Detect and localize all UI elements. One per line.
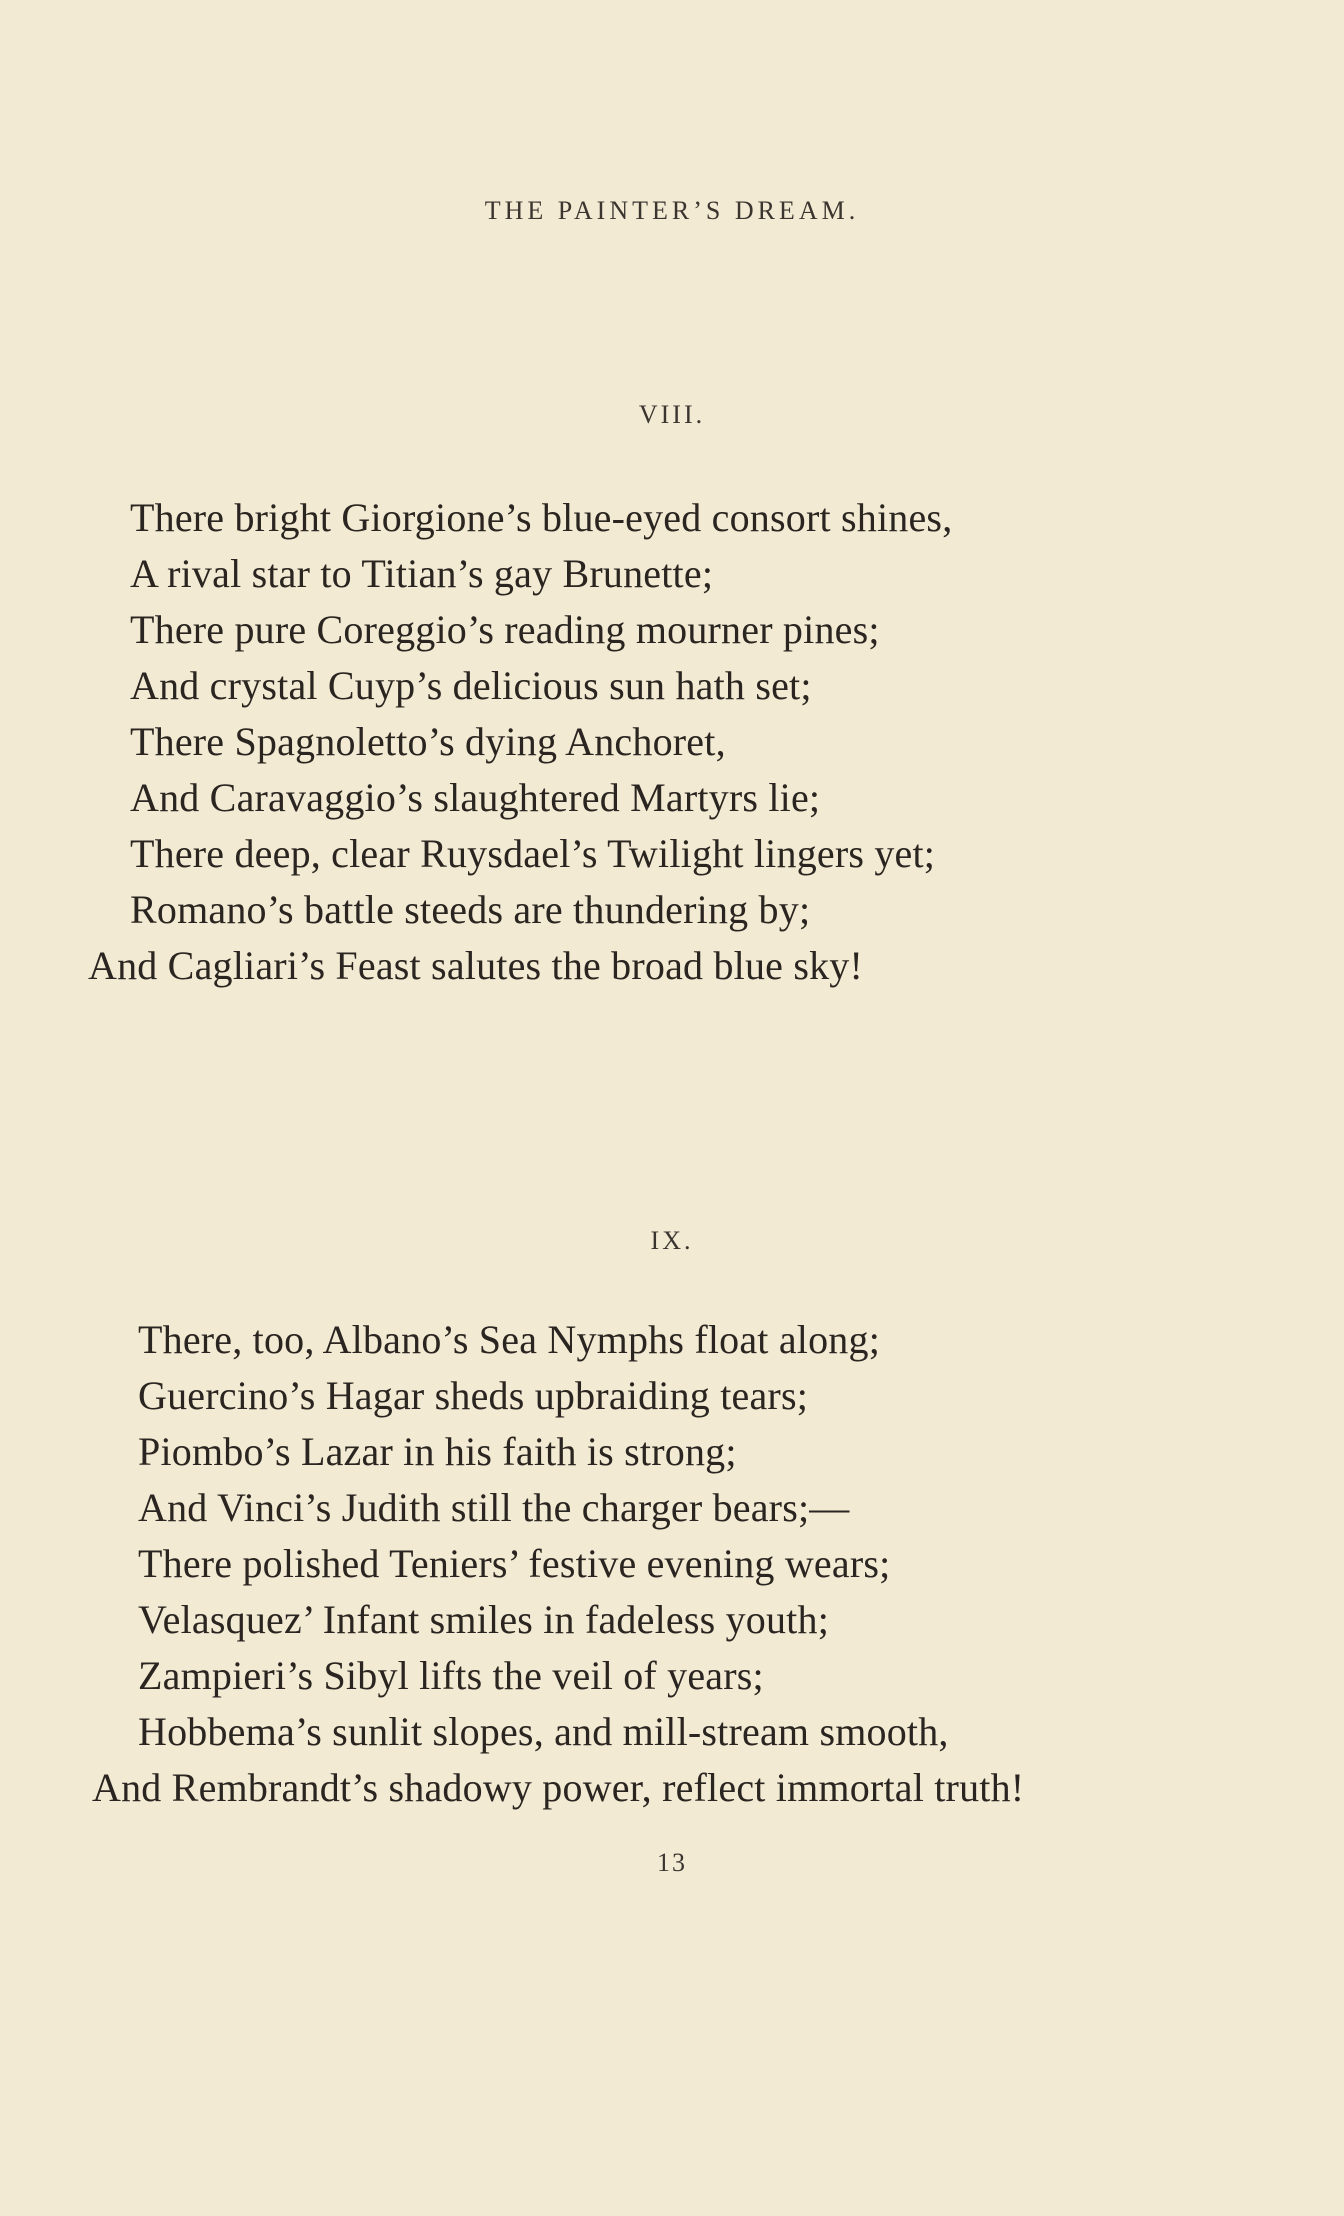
verse-line: There pure Coreggio’s reading mourner pines; bbox=[130, 607, 880, 652]
running-head: THE PAINTER’S DREAM. bbox=[484, 196, 860, 225]
verse-line: And Rembrandt’s shadowy power, reflect immortal truth! bbox=[92, 1765, 1025, 1810]
verse-line: There bright Giorgione’s blue-eyed consort shines, bbox=[130, 495, 953, 540]
page-number: 13 bbox=[657, 1848, 687, 1877]
verse-line: There Spagnoletto’s dying Anchoret, bbox=[130, 719, 726, 764]
verse-line: There deep, clear Ruysdael’s Twilight lingers yet; bbox=[130, 831, 936, 876]
verse-line: There, too, Albano’s Sea Nymphs float along; bbox=[138, 1317, 881, 1362]
verse-line: And Caravaggio’s slaughtered Martyrs lie; bbox=[130, 775, 821, 820]
verse-line: And crystal Cuyp’s delicious sun hath set; bbox=[130, 663, 812, 708]
verse-line: A rival star to Titian’s gay Brunette; bbox=[130, 551, 714, 596]
verse-line: Guercino’s Hagar sheds upbraiding tears; bbox=[138, 1373, 809, 1418]
verse-line: There polished Teniers’ festive evening wears; bbox=[138, 1541, 891, 1586]
stanza-number-viii: VIII. bbox=[638, 400, 706, 429]
verse-line: Zampieri’s Sibyl lifts the veil of years; bbox=[138, 1653, 764, 1698]
verse-line: Hobbema’s sunlit slopes, and mill-stream smooth, bbox=[138, 1709, 949, 1754]
verse-line: Piombo’s Lazar in his faith is strong; bbox=[138, 1429, 737, 1474]
verse-line: And Vinci’s Judith still the charger bears;— bbox=[138, 1485, 850, 1530]
verse-line: Velasquez’ Infant smiles in fadeless youth; bbox=[138, 1597, 830, 1642]
verse-line: And Cagliari’s Feast salutes the broad blue sky! bbox=[88, 943, 864, 988]
stanza-number-ix: IX. bbox=[650, 1226, 694, 1255]
verse-line: Romano’s battle steeds are thundering by; bbox=[130, 887, 811, 932]
